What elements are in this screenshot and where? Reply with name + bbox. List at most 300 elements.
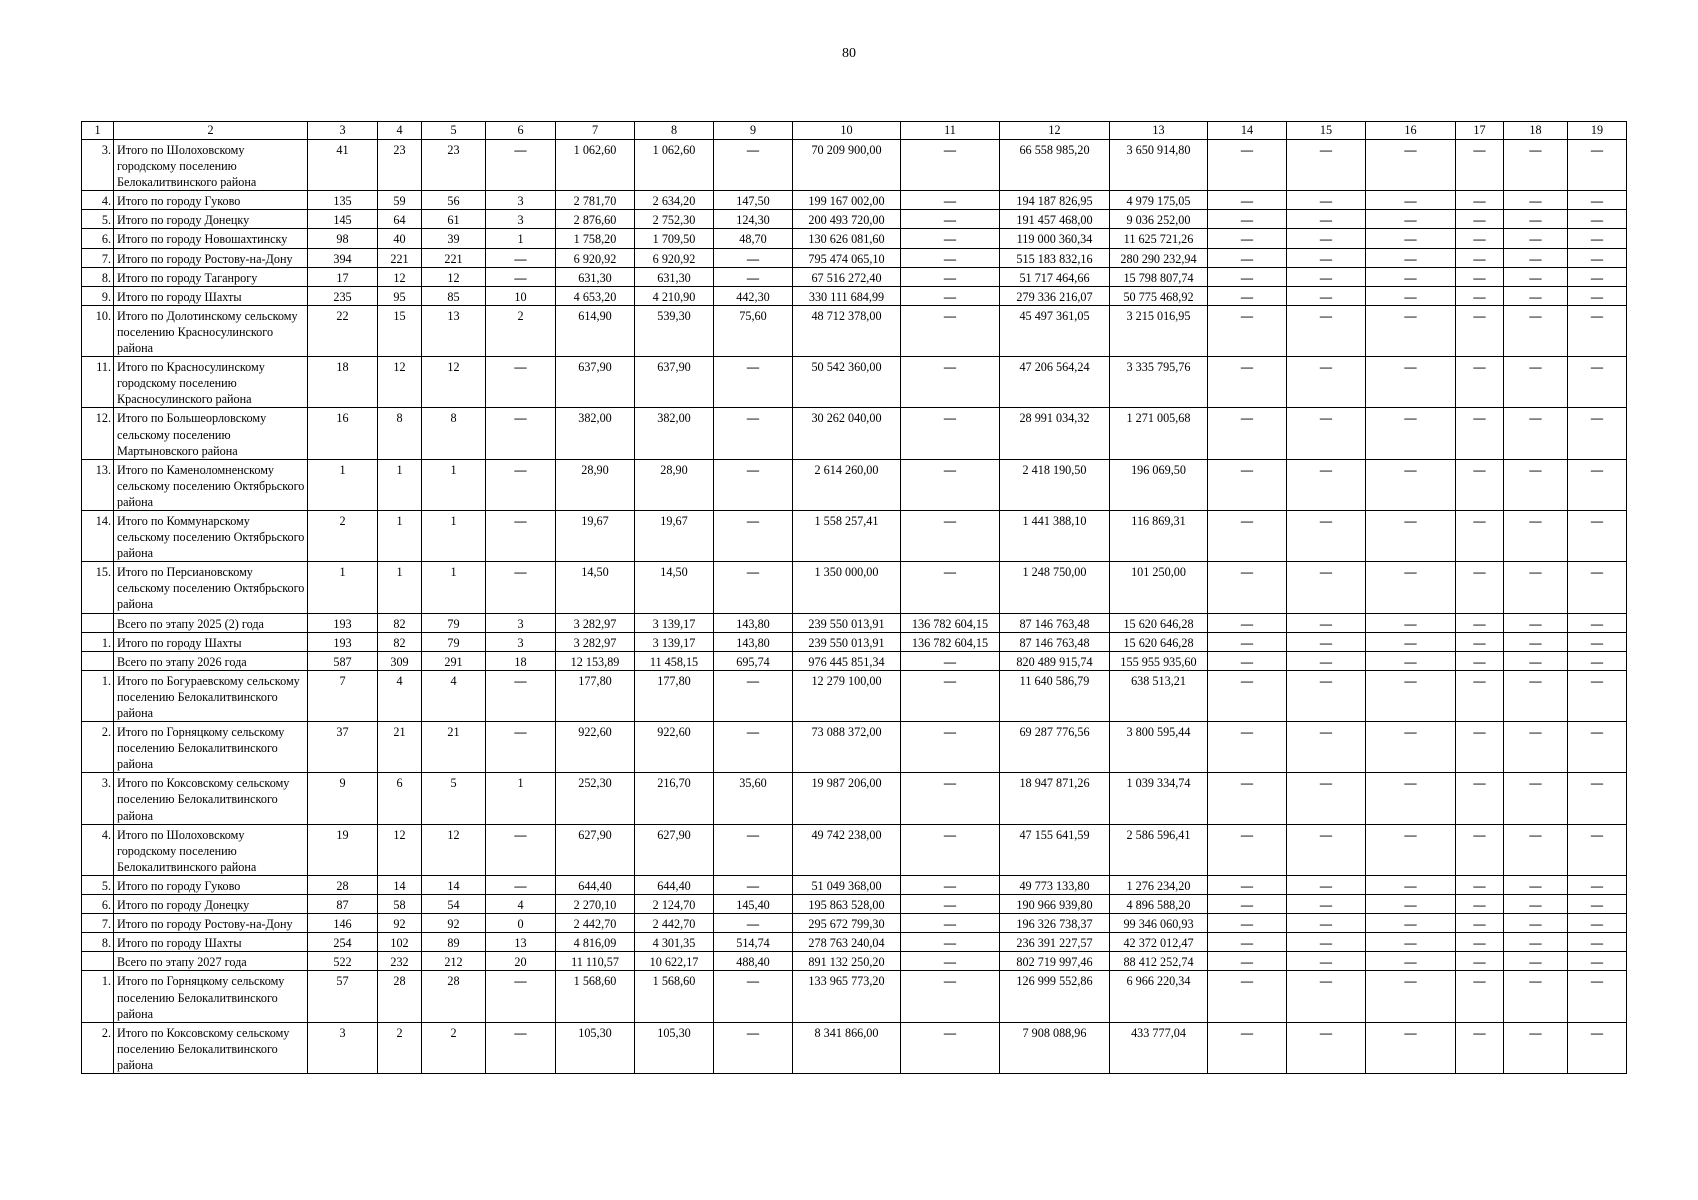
table-cell: — xyxy=(1287,670,1366,721)
table-cell: 61 xyxy=(422,210,486,229)
row-name-cell: Итого по Горняцкому сельскому поселению Белокалитвинского района xyxy=(114,722,308,773)
table-cell: 4 653,20 xyxy=(556,286,635,305)
table-cell: — xyxy=(1568,286,1627,305)
table-cell: — xyxy=(1568,408,1627,459)
row-name-cell: Итого по городу Новошахтинску xyxy=(114,229,308,248)
table-cell: — xyxy=(1287,305,1366,356)
table-cell: 75,60 xyxy=(714,305,793,356)
row-name-cell: Итого по городу Ростову-на-Дону xyxy=(114,914,308,933)
table-cell: — xyxy=(1208,248,1287,267)
table-cell: 48,70 xyxy=(714,229,793,248)
table-cell: 133 965 773,20 xyxy=(793,971,901,1022)
table-cell: — xyxy=(1504,229,1568,248)
table-cell: — xyxy=(1366,357,1456,408)
table-cell: — xyxy=(1504,408,1568,459)
row-name-cell: Итого по городу Ростову-на-Дону xyxy=(114,248,308,267)
table-cell: 11 458,15 xyxy=(635,651,714,670)
table-cell: 515 183 832,16 xyxy=(1000,248,1110,267)
table-cell: — xyxy=(486,824,556,875)
table-cell: — xyxy=(486,140,556,191)
column-header-10: 10 xyxy=(793,122,901,140)
table-cell: 136 782 604,15 xyxy=(901,613,1000,632)
table-row xyxy=(82,722,1627,773)
table-cell: 4 xyxy=(422,670,486,721)
table-cell: — xyxy=(901,933,1000,952)
table-cell: — xyxy=(1208,408,1287,459)
table-cell: — xyxy=(1208,357,1287,408)
table-cell: 3 650 914,80 xyxy=(1110,140,1208,191)
table-cell: 199 167 002,00 xyxy=(793,191,901,210)
column-header-16: 16 xyxy=(1366,122,1456,140)
table-cell: — xyxy=(1456,267,1504,286)
table-cell: — xyxy=(1568,305,1627,356)
table-cell: — xyxy=(714,459,793,510)
table-cell: — xyxy=(486,971,556,1022)
table-cell: — xyxy=(1456,824,1504,875)
row-number-cell: 1. xyxy=(82,971,114,1022)
table-cell: 221 xyxy=(378,248,422,267)
table-cell: 64 xyxy=(378,210,422,229)
table-cell: 15 620 646,28 xyxy=(1110,632,1208,651)
table-cell: 3 xyxy=(308,1022,378,1073)
row-number-cell: 7. xyxy=(82,248,114,267)
table-cell: 1 xyxy=(422,459,486,510)
table-cell: — xyxy=(1366,510,1456,561)
table-cell: — xyxy=(1366,191,1456,210)
table-cell: — xyxy=(1504,357,1568,408)
table-cell: 28,90 xyxy=(635,459,714,510)
table-cell: 195 863 528,00 xyxy=(793,895,901,914)
table-cell: 50 775 468,92 xyxy=(1110,286,1208,305)
table-cell: 37 xyxy=(308,722,378,773)
table-row xyxy=(82,229,1627,248)
table-cell: 795 474 065,10 xyxy=(793,248,901,267)
table-cell: — xyxy=(1287,357,1366,408)
table-cell: — xyxy=(1568,875,1627,894)
table-cell: — xyxy=(1456,971,1504,1022)
table-cell: 221 xyxy=(422,248,486,267)
table-cell: — xyxy=(1504,933,1568,952)
table-cell: 191 457 468,00 xyxy=(1000,210,1110,229)
table-cell: — xyxy=(1208,562,1287,613)
table-cell: — xyxy=(1208,510,1287,561)
table-row xyxy=(82,459,1627,510)
table-cell: — xyxy=(486,670,556,721)
table-cell: — xyxy=(1208,651,1287,670)
table-cell: — xyxy=(1504,895,1568,914)
table-cell: — xyxy=(1287,933,1366,952)
table-cell: 130 626 081,60 xyxy=(793,229,901,248)
table-cell: — xyxy=(1208,286,1287,305)
row-number-cell: 10. xyxy=(82,305,114,356)
table-cell: 12 xyxy=(422,824,486,875)
table-cell: — xyxy=(1568,670,1627,721)
column-header-14: 14 xyxy=(1208,122,1287,140)
table-cell: 12 153,89 xyxy=(556,651,635,670)
row-number-cell: 13. xyxy=(82,459,114,510)
table-cell: — xyxy=(1568,140,1627,191)
table-cell: — xyxy=(1504,459,1568,510)
table-cell: 1 441 388,10 xyxy=(1000,510,1110,561)
table-cell: 820 489 915,74 xyxy=(1000,651,1110,670)
table-cell: — xyxy=(1366,895,1456,914)
table-cell: 14 xyxy=(378,875,422,894)
table-cell: — xyxy=(1208,773,1287,824)
table-cell: — xyxy=(1456,933,1504,952)
table-cell: — xyxy=(1568,562,1627,613)
row-number-cell xyxy=(82,651,114,670)
table-cell: — xyxy=(714,914,793,933)
table-cell: — xyxy=(1287,408,1366,459)
table-cell: 89 xyxy=(422,933,486,952)
table-cell: 254 xyxy=(308,933,378,952)
row-number-cell: 2. xyxy=(82,1022,114,1073)
table-cell: 2 752,30 xyxy=(635,210,714,229)
table-cell: — xyxy=(1287,773,1366,824)
table-cell: 12 xyxy=(378,824,422,875)
table-cell: 614,90 xyxy=(556,305,635,356)
table-cell: 514,74 xyxy=(714,933,793,952)
table-cell: — xyxy=(901,1022,1000,1073)
table-cell: — xyxy=(1456,914,1504,933)
table-cell: 5 xyxy=(422,773,486,824)
data-table xyxy=(81,121,1627,1074)
table-cell: — xyxy=(1568,971,1627,1022)
table-row xyxy=(82,248,1627,267)
column-header-1: 1 xyxy=(82,122,114,140)
table-cell: — xyxy=(1287,613,1366,632)
table-cell: — xyxy=(1568,651,1627,670)
table-cell: 49 742 238,00 xyxy=(793,824,901,875)
table-cell: 637,90 xyxy=(556,357,635,408)
table-cell: 280 290 232,94 xyxy=(1110,248,1208,267)
table-cell: 13 xyxy=(422,305,486,356)
table-cell: 56 xyxy=(422,191,486,210)
table-cell: — xyxy=(901,286,1000,305)
table-cell: 1 039 334,74 xyxy=(1110,773,1208,824)
table-cell: 6 920,92 xyxy=(635,248,714,267)
table-cell: — xyxy=(1366,824,1456,875)
table-cell: 2 876,60 xyxy=(556,210,635,229)
table-cell: — xyxy=(1287,210,1366,229)
table-cell: 19,67 xyxy=(556,510,635,561)
table-row xyxy=(82,267,1627,286)
table-cell: 14,50 xyxy=(635,562,714,613)
table-cell: 47 155 641,59 xyxy=(1000,824,1110,875)
table-cell: 1 xyxy=(378,459,422,510)
table-cell: — xyxy=(1208,229,1287,248)
table-cell: — xyxy=(714,357,793,408)
table-cell: — xyxy=(1208,305,1287,356)
table-cell: — xyxy=(901,210,1000,229)
table-cell: 627,90 xyxy=(556,824,635,875)
table-cell: — xyxy=(1456,510,1504,561)
table-cell: — xyxy=(1208,895,1287,914)
column-header-12: 12 xyxy=(1000,122,1110,140)
table-cell: 1 350 000,00 xyxy=(793,562,901,613)
table-row xyxy=(82,895,1627,914)
row-name-cell: Итого по Коксовскому сельскому поселению Белокалитвинского района xyxy=(114,773,308,824)
table-cell: — xyxy=(1568,248,1627,267)
table-cell: 1 xyxy=(378,562,422,613)
table-cell: — xyxy=(1456,229,1504,248)
table-cell: 13 xyxy=(486,933,556,952)
table-cell: — xyxy=(1208,267,1287,286)
table-cell: 18 947 871,26 xyxy=(1000,773,1110,824)
table-cell: — xyxy=(1456,248,1504,267)
table-cell: 1 709,50 xyxy=(635,229,714,248)
row-number-cell xyxy=(82,952,114,971)
table-cell: — xyxy=(1456,1022,1504,1073)
table-cell: 4 301,35 xyxy=(635,933,714,952)
table-cell: 3 215 016,95 xyxy=(1110,305,1208,356)
table-cell: 6 920,92 xyxy=(556,248,635,267)
table-cell: — xyxy=(1568,510,1627,561)
row-name-cell: Всего по этапу 2025 (2) года xyxy=(114,613,308,632)
table-cell: 587 xyxy=(308,651,378,670)
table-cell: 3 139,17 xyxy=(635,613,714,632)
table-cell: — xyxy=(1287,971,1366,1022)
table-cell: — xyxy=(1366,952,1456,971)
table-cell: 87 146 763,48 xyxy=(1000,613,1110,632)
row-number-cell: 2. xyxy=(82,722,114,773)
table-cell: 126 999 552,86 xyxy=(1000,971,1110,1022)
table-cell: — xyxy=(1504,1022,1568,1073)
table-cell: — xyxy=(1208,632,1287,651)
row-number-cell: 7. xyxy=(82,914,114,933)
table-cell: 6 xyxy=(378,773,422,824)
table-cell: 7 908 088,96 xyxy=(1000,1022,1110,1073)
table-cell: 18 xyxy=(308,357,378,408)
table-cell: — xyxy=(486,248,556,267)
table-cell: — xyxy=(1287,914,1366,933)
table-row xyxy=(82,562,1627,613)
table-cell: — xyxy=(1208,670,1287,721)
table-cell: 235 xyxy=(308,286,378,305)
table-cell: 87 146 763,48 xyxy=(1000,632,1110,651)
table-row xyxy=(82,773,1627,824)
table-cell: 891 132 250,20 xyxy=(793,952,901,971)
table-cell: 1 062,60 xyxy=(635,140,714,191)
table-cell: 177,80 xyxy=(635,670,714,721)
table-cell: 1 xyxy=(422,562,486,613)
table-cell: 802 719 997,46 xyxy=(1000,952,1110,971)
table-cell: — xyxy=(1568,632,1627,651)
table-cell: 2 xyxy=(486,305,556,356)
table-cell: — xyxy=(901,824,1000,875)
table-cell: 3 800 595,44 xyxy=(1110,722,1208,773)
table-cell: 3 xyxy=(486,191,556,210)
table-cell: — xyxy=(1366,722,1456,773)
table-row xyxy=(82,933,1627,952)
table-cell: — xyxy=(714,408,793,459)
table-cell: 48 712 378,00 xyxy=(793,305,901,356)
table-cell: 12 xyxy=(378,357,422,408)
table-cell: — xyxy=(901,357,1000,408)
table-cell: — xyxy=(1366,229,1456,248)
table-cell: — xyxy=(1208,722,1287,773)
table-cell: — xyxy=(1568,267,1627,286)
row-number-cell: 4. xyxy=(82,824,114,875)
row-number-cell: 1. xyxy=(82,670,114,721)
table-cell: 42 372 012,47 xyxy=(1110,933,1208,952)
table-cell: — xyxy=(1456,562,1504,613)
table-cell: 40 xyxy=(378,229,422,248)
table-cell: — xyxy=(1287,459,1366,510)
table-cell: 136 782 604,15 xyxy=(901,632,1000,651)
table-cell: — xyxy=(1568,1022,1627,1073)
column-header-5: 5 xyxy=(422,122,486,140)
table-cell: — xyxy=(1568,229,1627,248)
table-cell: — xyxy=(1366,670,1456,721)
table-cell: 143,80 xyxy=(714,632,793,651)
table-cell: 54 xyxy=(422,895,486,914)
table-cell: — xyxy=(1568,952,1627,971)
table-cell: — xyxy=(1287,651,1366,670)
table-cell: — xyxy=(1366,248,1456,267)
table-cell: — xyxy=(1504,824,1568,875)
table-cell: — xyxy=(1366,459,1456,510)
table-cell: — xyxy=(1208,824,1287,875)
table-cell: 539,30 xyxy=(635,305,714,356)
table-cell: 637,90 xyxy=(635,357,714,408)
table-cell: — xyxy=(1504,267,1568,286)
table-cell: 2 614 260,00 xyxy=(793,459,901,510)
table-cell: 488,40 xyxy=(714,952,793,971)
table-cell: — xyxy=(1568,933,1627,952)
table-cell: 2 124,70 xyxy=(635,895,714,914)
row-name-cell: Итого по городу Донецку xyxy=(114,895,308,914)
table-cell: — xyxy=(901,562,1000,613)
table-cell: 522 xyxy=(308,952,378,971)
table-cell: 45 497 361,05 xyxy=(1000,305,1110,356)
table-cell: 196 069,50 xyxy=(1110,459,1208,510)
table-cell: — xyxy=(1504,773,1568,824)
table-cell: 2 xyxy=(308,510,378,561)
row-name-cell: Итого по Коммунарскому сельскому поселению Октябрьского района xyxy=(114,510,308,561)
row-name-cell: Всего по этапу 2027 года xyxy=(114,952,308,971)
row-number-cell: 5. xyxy=(82,875,114,894)
table-cell: 28 991 034,32 xyxy=(1000,408,1110,459)
table-cell: 82 xyxy=(378,632,422,651)
table-cell: 12 xyxy=(422,267,486,286)
table-cell: 15 620 646,28 xyxy=(1110,613,1208,632)
table-cell: 85 xyxy=(422,286,486,305)
table-cell: — xyxy=(901,191,1000,210)
table-cell: 236 391 227,57 xyxy=(1000,933,1110,952)
table-cell: — xyxy=(1208,613,1287,632)
table-cell: 79 xyxy=(422,632,486,651)
row-number-cell: 14. xyxy=(82,510,114,561)
table-row xyxy=(82,1022,1627,1073)
table-cell: 20 xyxy=(486,952,556,971)
table-cell: 59 xyxy=(378,191,422,210)
row-name-cell: Итого по городу Донецку xyxy=(114,210,308,229)
table-cell: — xyxy=(1287,722,1366,773)
page-number: 80 xyxy=(842,46,856,61)
table-cell: 39 xyxy=(422,229,486,248)
table-cell: 631,30 xyxy=(635,267,714,286)
table-cell: 644,40 xyxy=(635,875,714,894)
table-cell: 19,67 xyxy=(635,510,714,561)
table-cell: — xyxy=(1456,408,1504,459)
table-cell: 95 xyxy=(378,286,422,305)
table-cell: — xyxy=(1287,248,1366,267)
table-cell: 67 516 272,40 xyxy=(793,267,901,286)
row-number-cell: 12. xyxy=(82,408,114,459)
table-cell: 638 513,21 xyxy=(1110,670,1208,721)
table-cell: 82 xyxy=(378,613,422,632)
table-cell: — xyxy=(714,1022,793,1073)
row-number-cell: 9. xyxy=(82,286,114,305)
table-cell: 4 896 588,20 xyxy=(1110,895,1208,914)
table-cell: 216,70 xyxy=(635,773,714,824)
table-cell: — xyxy=(1366,210,1456,229)
row-number-cell: 6. xyxy=(82,895,114,914)
table-cell: — xyxy=(486,357,556,408)
table-row xyxy=(82,952,1627,971)
table-cell: — xyxy=(1456,286,1504,305)
table-cell: 105,30 xyxy=(635,1022,714,1073)
table-cell: — xyxy=(1456,895,1504,914)
table-cell: — xyxy=(1366,632,1456,651)
table-cell: — xyxy=(1504,562,1568,613)
table-cell: — xyxy=(1456,773,1504,824)
table-cell: 3 xyxy=(486,210,556,229)
table-row xyxy=(82,140,1627,191)
table-cell: — xyxy=(1366,286,1456,305)
table-cell: — xyxy=(1208,971,1287,1022)
table-cell: 295 672 799,30 xyxy=(793,914,901,933)
table-row xyxy=(82,632,1627,651)
table-cell: 146 xyxy=(308,914,378,933)
column-header-17: 17 xyxy=(1456,122,1504,140)
column-header-7: 7 xyxy=(556,122,635,140)
table-row xyxy=(82,305,1627,356)
row-name-cell: Итого по Большеорловскому сельскому поселению Мартыновского района xyxy=(114,408,308,459)
table-cell: 79 xyxy=(422,613,486,632)
table-row xyxy=(82,210,1627,229)
table-cell: — xyxy=(1504,651,1568,670)
table-cell: 41 xyxy=(308,140,378,191)
table-cell: 1 xyxy=(308,459,378,510)
table-cell: 3 xyxy=(486,613,556,632)
table-cell: 196 326 738,37 xyxy=(1000,914,1110,933)
table-cell: 2 634,20 xyxy=(635,191,714,210)
column-header-18: 18 xyxy=(1504,122,1568,140)
row-name-cell: Итого по городу Гуково xyxy=(114,191,308,210)
table-cell: — xyxy=(714,562,793,613)
table-cell: 23 xyxy=(378,140,422,191)
row-name-cell: Итого по городу Таганрогу xyxy=(114,267,308,286)
table-cell: — xyxy=(486,722,556,773)
table-cell: 4 979 175,05 xyxy=(1110,191,1208,210)
table-cell: — xyxy=(1287,229,1366,248)
table-cell: — xyxy=(1287,632,1366,651)
table-cell: — xyxy=(1208,191,1287,210)
table-cell: 922,60 xyxy=(635,722,714,773)
table-cell: 1 271 005,68 xyxy=(1110,408,1208,459)
table-cell: 1 062,60 xyxy=(556,140,635,191)
table-cell: — xyxy=(1504,952,1568,971)
table-cell: — xyxy=(1287,286,1366,305)
table-row xyxy=(82,408,1627,459)
table-cell: 177,80 xyxy=(556,670,635,721)
table-cell: — xyxy=(901,895,1000,914)
table-cell: — xyxy=(1568,722,1627,773)
table-cell: 1 558 257,41 xyxy=(793,510,901,561)
table-cell: — xyxy=(714,670,793,721)
